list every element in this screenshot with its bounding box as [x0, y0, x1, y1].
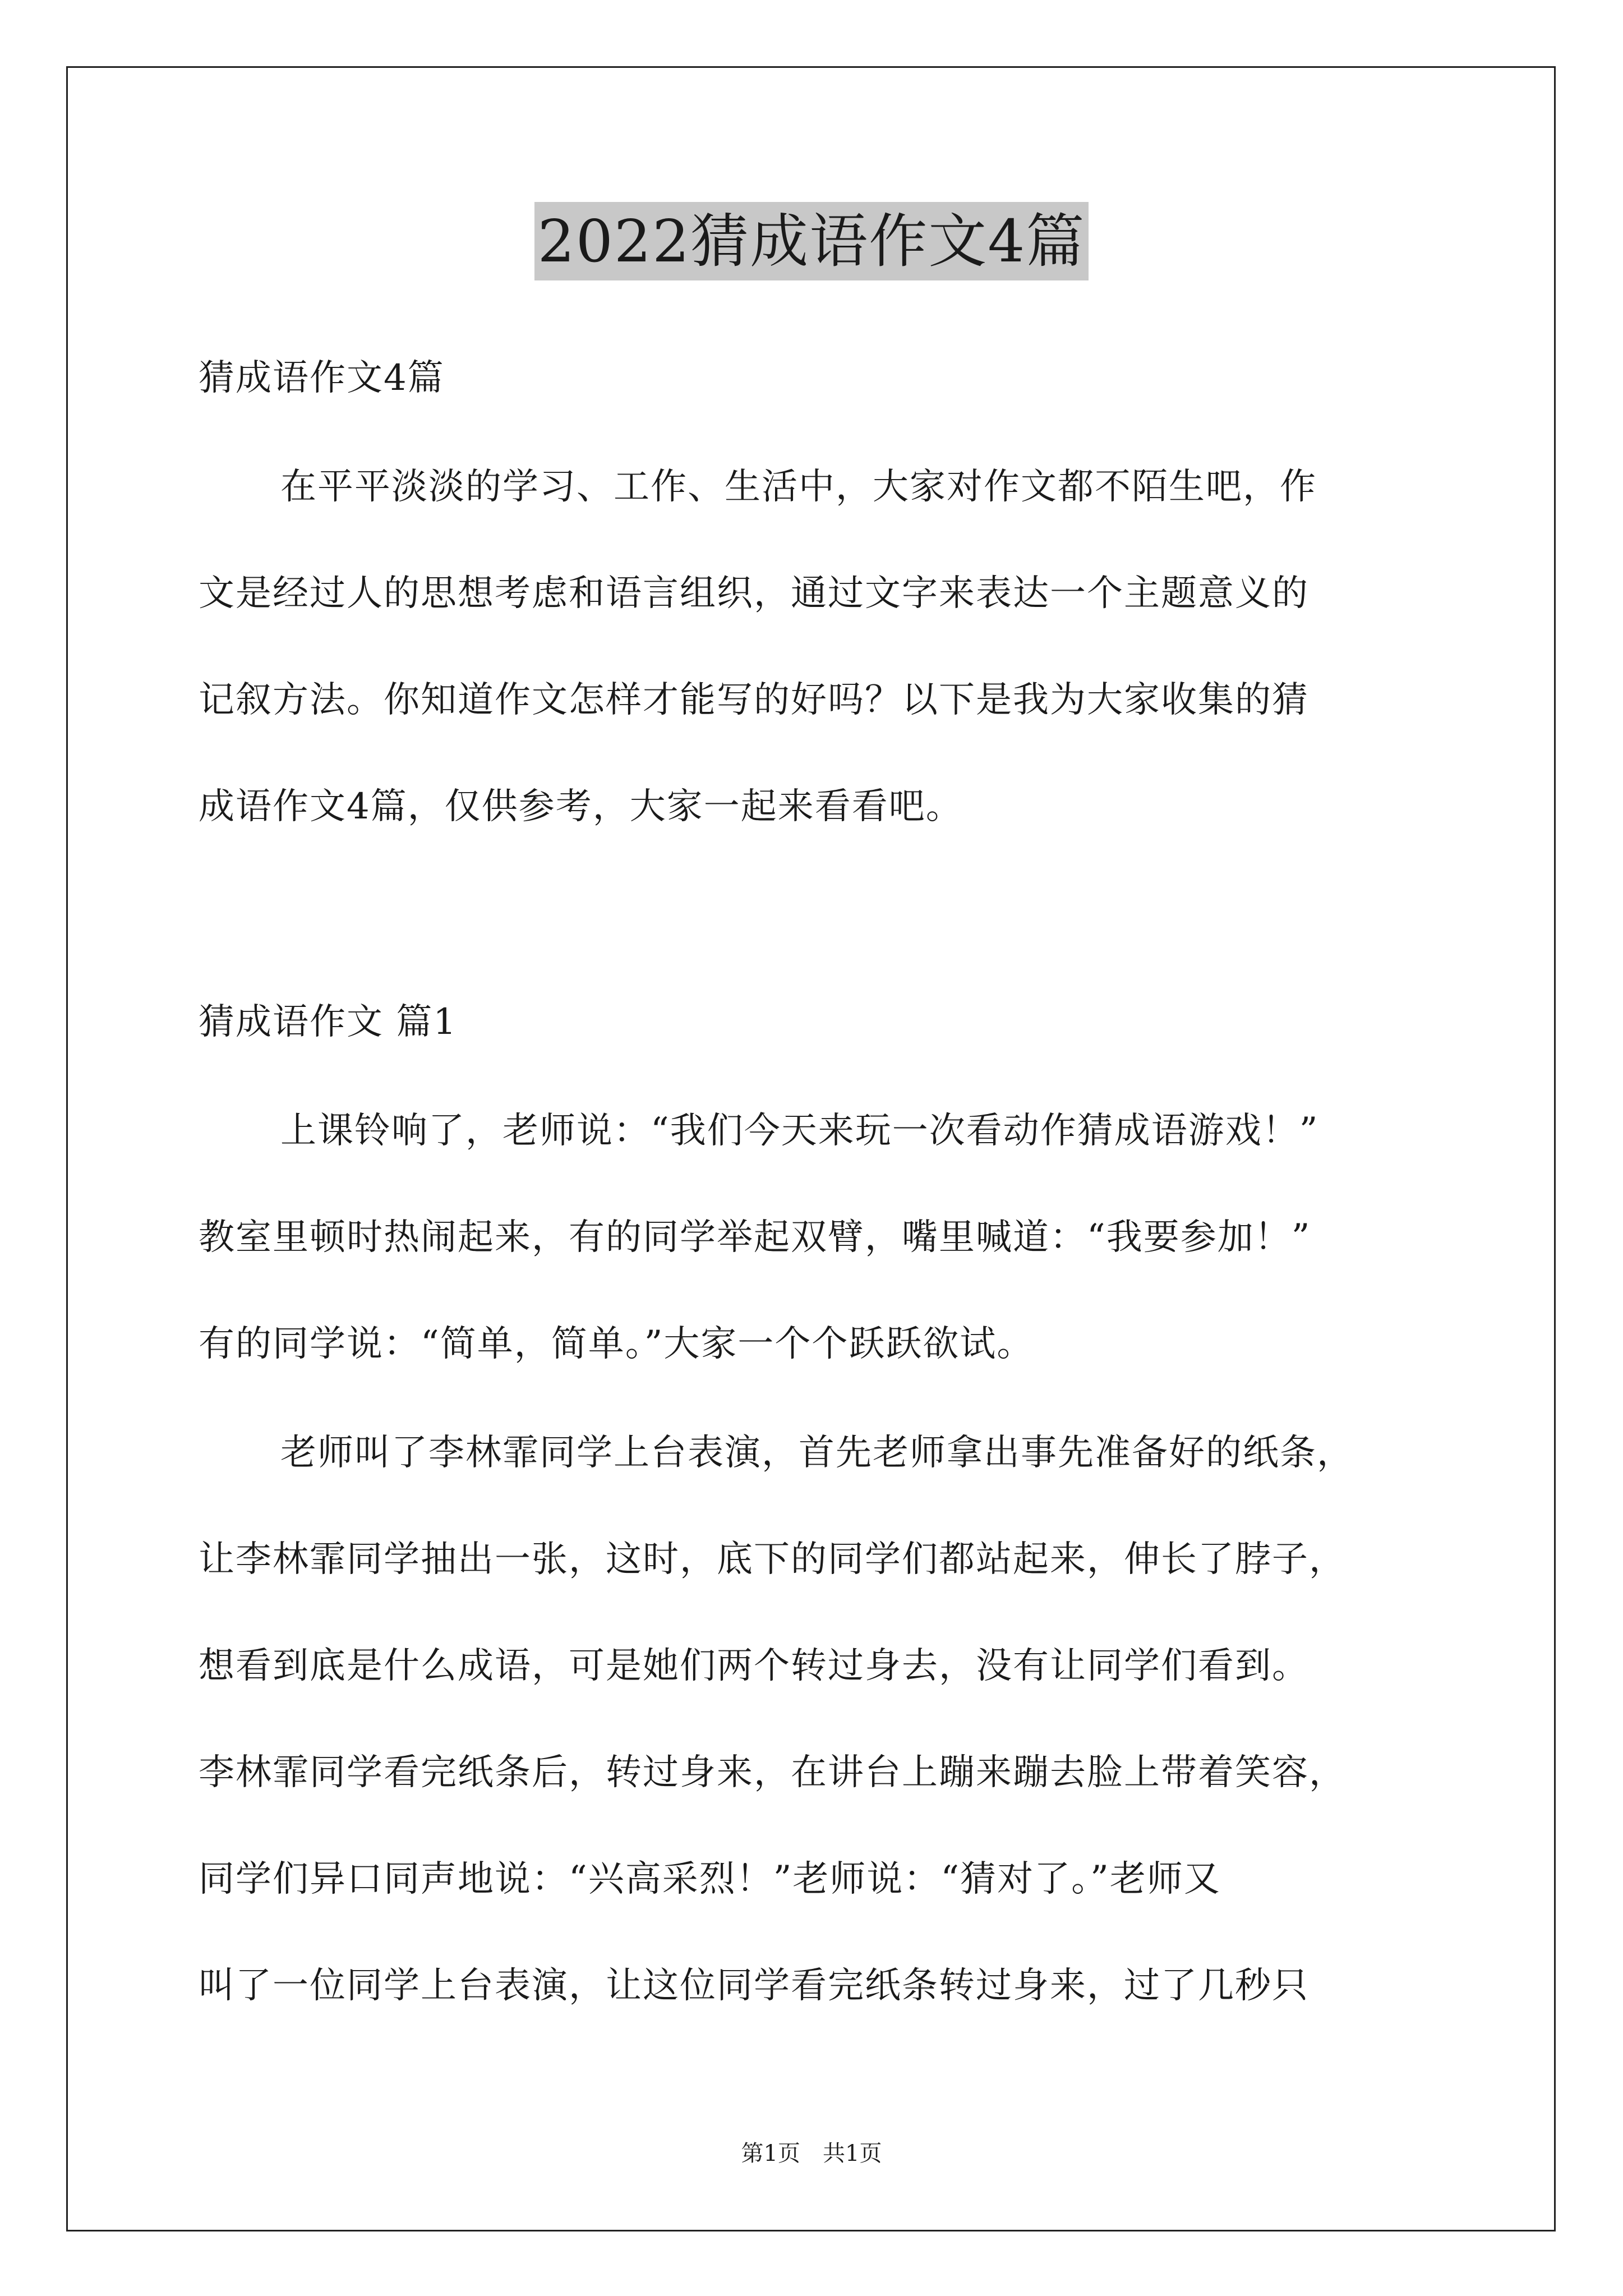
page-footer: 第1页 共1页: [741, 2141, 882, 2166]
title-block: [0, 202, 1623, 280]
paragraph-line: 上课铃响了，老师说：“我们今天来玩一次看动作猜成语游戏！”: [280, 1110, 1319, 1152]
intro-line: 在平平淡淡的学习、工作、生活中，大家对作文都不陌生吧，作: [280, 466, 1317, 508]
intro-line: 文是经过人的思想考虑和语言组织，通过文字来表达一个主题意义的: [199, 573, 1309, 614]
paragraph-line: 叫了一位同学上台表演，让这位同学看完纸条转过身来，过了几秒只: [199, 1965, 1309, 2007]
paragraph-line: 想看到底是什么成语，可是她们两个转过身去，没有让同学们看到。: [199, 1645, 1309, 1687]
paragraph-line: 老师叫了李林霏同学上台表演，首先老师拿出事先准备好的纸条，: [280, 1432, 1354, 1474]
paragraph-line: 同学们异口同声地说：“兴高采烈！”老师说：“猜对了。”老师又: [199, 1858, 1221, 1900]
section-heading: 猜成语作文 篇1: [199, 1001, 458, 1043]
paragraph-line: 教室里顿时热闹起来，有的同学举起双臂，嘴里喊道：“我要参加！”: [199, 1217, 1311, 1258]
paragraph-line: 有的同学说：“简单，简单。”大家一个个跃跃欲试。: [199, 1323, 1034, 1365]
document-title: 2022猜成语作文4篇: [534, 202, 1089, 280]
intro-line: 成语作文4篇，仅供参考，大家一起来看看吧。: [199, 786, 963, 827]
paragraph-line: 李林霏同学看完纸条后，转过身来，在讲台上蹦来蹦去脸上带着笑容，: [199, 1752, 1346, 1793]
paragraph-line: 让李林霏同学抽出一张，这时，底下的同学们都站起来，伸长了脖子，: [199, 1539, 1346, 1580]
subtitle: 猜成语作文4篇: [199, 357, 445, 399]
intro-line: 记叙方法。你知道作文怎样才能写的好吗？以下是我为大家收集的猜: [199, 679, 1309, 721]
